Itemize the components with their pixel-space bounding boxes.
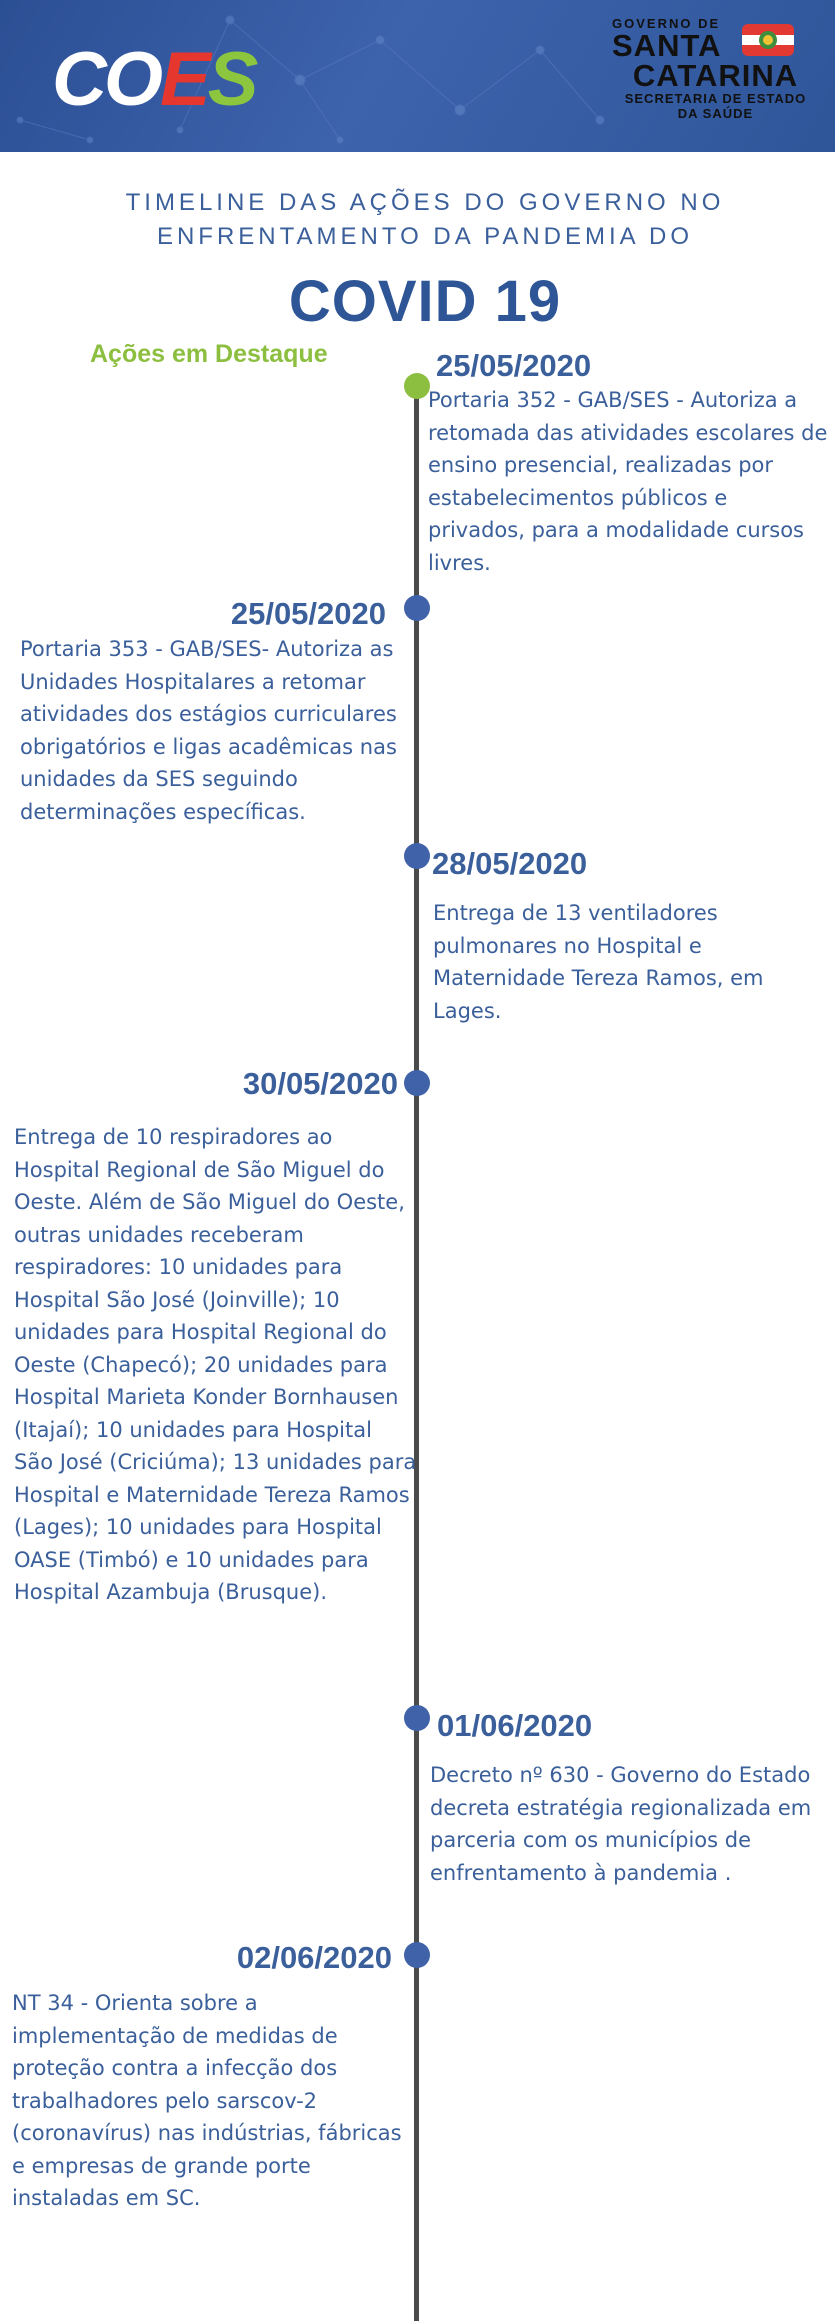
- event-date: 28/05/2020: [432, 846, 588, 881]
- highlight-label: Ações em Destaque: [90, 340, 328, 368]
- covid-heading: COVID 19: [288, 269, 562, 334]
- header-banner: [0, 0, 835, 152]
- page-title: [60, 186, 790, 254]
- title-line-1: TIMELINE DAS AÇÕES DO GOVERNO NO: [125, 189, 725, 216]
- timeline-dot: [404, 595, 430, 621]
- timeline-dot: [404, 1705, 430, 1731]
- government-logo: GOVERNO DE SANTA CATARINA SECRETARIA DE ESTADO DA SAÚDE: [612, 16, 807, 121]
- timeline-dot: [404, 843, 430, 869]
- event-date: 01/06/2020: [437, 1708, 593, 1743]
- title-line-2: ENFRENTAMENTO DA PANDEMIA DO: [156, 223, 694, 250]
- event-date: 25/05/2020: [436, 348, 592, 383]
- timeline-dot: [404, 373, 430, 399]
- timeline-dot: [404, 1070, 430, 1096]
- event-text: Entrega de 10 respiradores ao Hospital Regional de São Miguel do Oeste. Além de São Miguel do Oeste, outras unidades receberam respiradores: 10 unidades para Hospital São José (Joinville); 10 unidades para Hospital Regional do Oeste (Chapecó); 20 unidades para Hospital Marieta Konder Bornhausen (Itajaí); 10 unidades para Hospital São José (Criciúma); 13 unidades para Hospital e Maternidade Tereza Ramos (Lages); 10 unidades para Hospital OASE (Timbó) e 10 unidades para Hospital Azambuja (Brusque).: [14, 1125, 417, 1604]
- event-date: 25/05/2020: [230, 596, 386, 631]
- coes-logo: COES: [52, 37, 256, 122]
- event-text: Decreto nº 630 - Governo do Estado decreta estratégia regionalizada em parceria com os municípios de enfrentamento à pandemia .: [430, 1763, 812, 1885]
- event-text: Entrega de 13 ventiladores pulmonares no Hospital e Maternidade Tereza Ramos, em Lages.: [433, 901, 764, 1023]
- timeline-dot: [404, 1942, 430, 1968]
- event-date: 02/06/2020: [236, 1940, 392, 1975]
- event-date: 30/05/2020: [242, 1066, 398, 1101]
- event-text: Portaria 352 - GAB/SES - Autoriza a retomada das atividades escolares de ensino presencial, realizadas por estabelecimentos públicos e privados, para a modalidade cursos livres.: [428, 388, 828, 575]
- event-text: NT 34 - Orienta sobre a implementação de medidas de proteção contra a infecção dos trabalhadores pelo sarscov-2 (coronavírus) nas indústrias, fábricas e empresas de grande porte instaladas em SC.: [12, 1991, 402, 2210]
- event-text: Portaria 353 - GAB/SES- Autoriza as Unidades Hospitalares a retomar atividades dos estágios curriculares obrigatórios e ligas acadêmicas nas unidades da SES seguindo determinações específicas.: [20, 637, 397, 824]
